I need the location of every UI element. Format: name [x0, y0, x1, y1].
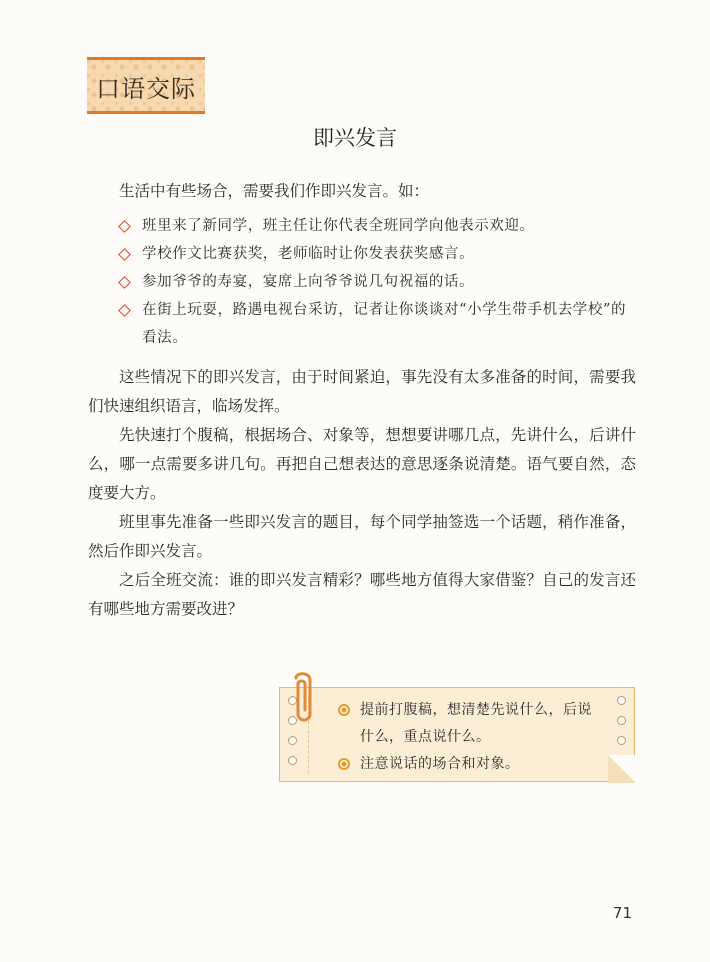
- list-item-text: 学校作文比赛获奖，老师临时让你发表获奖感言。: [142, 246, 475, 262]
- tip-text: 提前打腹稿，想清楚先说什么，后说什么，重点说什么。: [360, 702, 592, 745]
- list-item: [118, 240, 638, 268]
- intro-paragraph: 生活中有些场合，需要我们作即兴发言。如：: [119, 182, 430, 200]
- body-paragraph: 这些情况下的即兴发言，由于时间紧迫，事先没有太多准备的时间，需要我们快速组织语言，临场发挥。: [88, 368, 636, 415]
- list-item: [118, 296, 638, 352]
- lesson-title: 即兴发言: [313, 126, 397, 150]
- target-bullet-icon: [338, 704, 350, 716]
- diamond-bullet-icon: [118, 220, 131, 233]
- section-header-box: [87, 57, 205, 114]
- page-number: 71: [612, 904, 632, 922]
- page-fold-corner: [608, 755, 636, 783]
- target-bullet-icon: [338, 758, 350, 770]
- diamond-bullet-icon: [118, 304, 131, 317]
- section-label: 口语交际: [96, 75, 196, 103]
- body-paragraph: 先快速打个腹稿，根据场合、对象等，想想要讲哪几点，先讲什么，后讲什么，哪一点需要多讲几句。再把自己想表达的意思逐条说清楚。语气要自然，态度要大方。: [88, 426, 636, 502]
- list-item-text: 班里来了新同学，班主任让你代表全班同学向他表示欢迎。: [142, 218, 535, 234]
- tip-text: 注意说话的场合和对象。: [360, 756, 520, 772]
- list-item-text: 参加爷爷的寿宴，宴席上向爷爷说几句祝福的话。: [142, 274, 475, 290]
- scenario-list: [118, 212, 638, 352]
- paperclip-icon: [286, 670, 322, 726]
- list-item: [118, 212, 638, 240]
- tip-item: [338, 697, 598, 751]
- list-item-text: 在街上玩耍，路遇电视台采访，记者让你谈谈对“小学生带手机去学校”的看法。: [142, 302, 627, 346]
- body-paragraph: 班里事先准备一些即兴发言的题目，每个同学抽签选一个话题，稍作准备，然后作即兴发言。: [88, 513, 636, 560]
- tip-list: [338, 697, 598, 778]
- diamond-bullet-icon: [118, 248, 131, 261]
- list-item: [118, 268, 638, 296]
- tip-item: [338, 751, 598, 778]
- diamond-bullet-icon: [118, 276, 131, 289]
- body-paragraph: 之后全班交流：谁的即兴发言精彩？哪些地方值得大家借鉴？自己的发言还有哪些地方需要改进？: [88, 571, 636, 618]
